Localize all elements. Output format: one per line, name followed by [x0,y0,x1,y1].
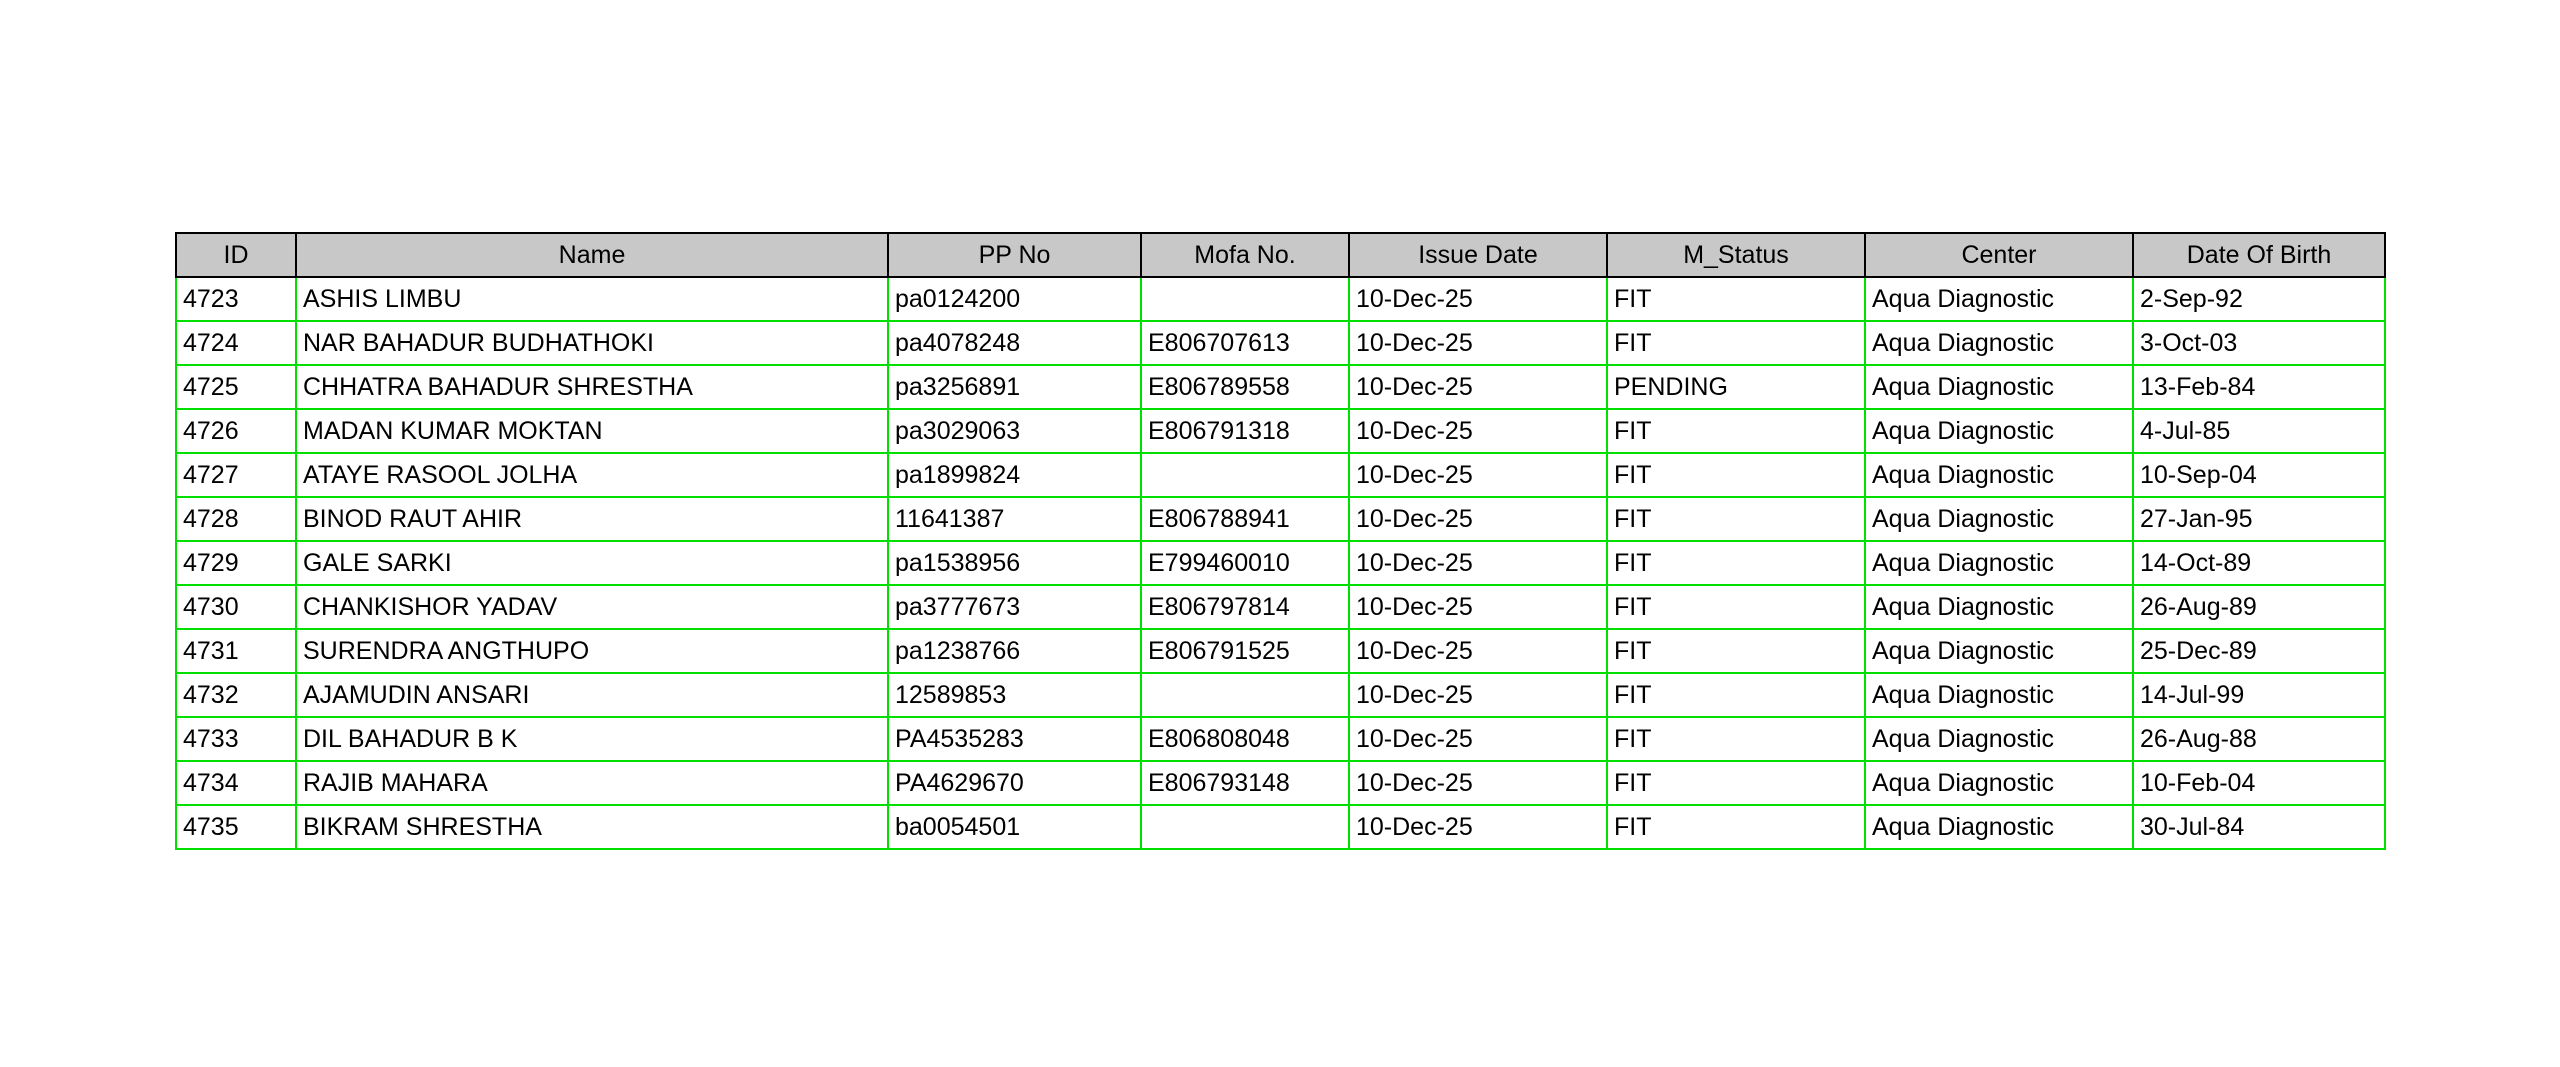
cell-issue: 10-Dec-25 [1349,673,1607,717]
table-body [176,277,2385,849]
cell-name: CHHATRA BAHADUR SHRESTHA [296,365,888,409]
cell-center: Aqua Diagnostic [1865,497,2133,541]
cell-status: FIT [1607,805,1865,849]
cell-center: Aqua Diagnostic [1865,321,2133,365]
cell-name: BIKRAM SHRESTHA [296,805,888,849]
column-header-center[interactable]: Center [1865,233,2133,277]
table-row[interactable] [176,717,2385,761]
column-header-pp-no[interactable]: PP No [888,233,1141,277]
cell-issue: 10-Dec-25 [1349,761,1607,805]
cell-status: FIT [1607,277,1865,321]
cell-issue: 10-Dec-25 [1349,365,1607,409]
table-row[interactable] [176,805,2385,849]
cell-dob: 27-Jan-95 [2133,497,2385,541]
cell-pp_no: pa4078248 [888,321,1141,365]
cell-id: 4726 [176,409,296,453]
cell-pp_no: pa1538956 [888,541,1141,585]
cell-dob: 25-Dec-89 [2133,629,2385,673]
table-row[interactable] [176,277,2385,321]
cell-issue: 10-Dec-25 [1349,629,1607,673]
cell-dob: 30-Jul-84 [2133,805,2385,849]
cell-status: FIT [1607,585,1865,629]
cell-dob: 10-Feb-04 [2133,761,2385,805]
cell-mofa_no: E806791318 [1141,409,1349,453]
cell-status: FIT [1607,453,1865,497]
cell-pp_no: pa1238766 [888,629,1141,673]
cell-mofa_no: E806793148 [1141,761,1349,805]
cell-mofa_no [1141,453,1349,497]
cell-center: Aqua Diagnostic [1865,365,2133,409]
cell-id: 4727 [176,453,296,497]
cell-center: Aqua Diagnostic [1865,277,2133,321]
cell-center: Aqua Diagnostic [1865,585,2133,629]
cell-issue: 10-Dec-25 [1349,717,1607,761]
table-row[interactable] [176,365,2385,409]
cell-name: CHANKISHOR YADAV [296,585,888,629]
cell-center: Aqua Diagnostic [1865,409,2133,453]
cell-pp_no: PA4629670 [888,761,1141,805]
cell-pp_no: 11641387 [888,497,1141,541]
cell-mofa_no [1141,277,1349,321]
cell-id: 4725 [176,365,296,409]
column-header-issue-date[interactable]: Issue Date [1349,233,1607,277]
cell-mofa_no [1141,673,1349,717]
cell-dob: 3-Oct-03 [2133,321,2385,365]
records-table [175,232,2386,850]
cell-issue: 10-Dec-25 [1349,585,1607,629]
table-row[interactable] [176,453,2385,497]
cell-issue: 10-Dec-25 [1349,321,1607,365]
column-header-mofa-no[interactable]: Mofa No. [1141,233,1349,277]
table-header-row [176,233,2385,277]
cell-name: DIL BAHADUR B K [296,717,888,761]
cell-name: ASHIS LIMBU [296,277,888,321]
cell-id: 4728 [176,497,296,541]
cell-mofa_no: E799460010 [1141,541,1349,585]
column-header-m-status[interactable]: M_Status [1607,233,1865,277]
cell-name: SURENDRA ANGTHUPO [296,629,888,673]
cell-dob: 13-Feb-84 [2133,365,2385,409]
cell-dob: 14-Jul-99 [2133,673,2385,717]
cell-dob: 10-Sep-04 [2133,453,2385,497]
cell-name: MADAN KUMAR MOKTAN [296,409,888,453]
table-row[interactable] [176,497,2385,541]
cell-mofa_no: E806808048 [1141,717,1349,761]
cell-pp_no: ba0054501 [888,805,1141,849]
cell-name: GALE SARKI [296,541,888,585]
cell-center: Aqua Diagnostic [1865,673,2133,717]
cell-id: 4735 [176,805,296,849]
cell-mofa_no [1141,805,1349,849]
cell-mofa_no: E806791525 [1141,629,1349,673]
cell-id: 4732 [176,673,296,717]
cell-name: BINOD RAUT AHIR [296,497,888,541]
cell-pp_no: pa3029063 [888,409,1141,453]
cell-id: 4723 [176,277,296,321]
table-header [176,233,2385,277]
cell-center: Aqua Diagnostic [1865,805,2133,849]
cell-status: FIT [1607,541,1865,585]
cell-name: RAJIB MAHARA [296,761,888,805]
table-row[interactable] [176,409,2385,453]
cell-id: 4731 [176,629,296,673]
column-header-name[interactable]: Name [296,233,888,277]
cell-id: 4734 [176,761,296,805]
cell-status: FIT [1607,497,1865,541]
cell-status: FIT [1607,321,1865,365]
cell-center: Aqua Diagnostic [1865,761,2133,805]
cell-dob: 4-Jul-85 [2133,409,2385,453]
cell-mofa_no: E806788941 [1141,497,1349,541]
cell-center: Aqua Diagnostic [1865,453,2133,497]
cell-id: 4730 [176,585,296,629]
records-table-container [175,232,2384,850]
cell-issue: 10-Dec-25 [1349,805,1607,849]
table-row[interactable] [176,585,2385,629]
cell-status: FIT [1607,673,1865,717]
cell-center: Aqua Diagnostic [1865,541,2133,585]
table-row[interactable] [176,761,2385,805]
cell-id: 4733 [176,717,296,761]
cell-pp_no: pa3777673 [888,585,1141,629]
cell-issue: 10-Dec-25 [1349,277,1607,321]
cell-dob: 14-Oct-89 [2133,541,2385,585]
column-header-date-of-birth[interactable]: Date Of Birth [2133,233,2385,277]
table-row[interactable] [176,673,2385,717]
cell-id: 4729 [176,541,296,585]
cell-status: PENDING [1607,365,1865,409]
cell-dob: 2-Sep-92 [2133,277,2385,321]
cell-issue: 10-Dec-25 [1349,497,1607,541]
cell-status: FIT [1607,717,1865,761]
cell-center: Aqua Diagnostic [1865,629,2133,673]
table-row[interactable] [176,541,2385,585]
cell-id: 4724 [176,321,296,365]
column-header-id[interactable]: ID [176,233,296,277]
cell-mofa_no: E806797814 [1141,585,1349,629]
table-row[interactable] [176,321,2385,365]
cell-name: ATAYE RASOOL JOLHA [296,453,888,497]
cell-issue: 10-Dec-25 [1349,541,1607,585]
cell-mofa_no: E806789558 [1141,365,1349,409]
cell-issue: 10-Dec-25 [1349,453,1607,497]
table-row[interactable] [176,629,2385,673]
cell-center: Aqua Diagnostic [1865,717,2133,761]
cell-status: FIT [1607,629,1865,673]
cell-name: NAR BAHADUR BUDHATHOKI [296,321,888,365]
cell-pp_no: pa0124200 [888,277,1141,321]
cell-issue: 10-Dec-25 [1349,409,1607,453]
cell-status: FIT [1607,761,1865,805]
cell-status: FIT [1607,409,1865,453]
cell-mofa_no: E806707613 [1141,321,1349,365]
cell-pp_no: PA4535283 [888,717,1141,761]
cell-name: AJAMUDIN ANSARI [296,673,888,717]
cell-pp_no: 12589853 [888,673,1141,717]
cell-pp_no: pa3256891 [888,365,1141,409]
cell-dob: 26-Aug-88 [2133,717,2385,761]
cell-pp_no: pa1899824 [888,453,1141,497]
cell-dob: 26-Aug-89 [2133,585,2385,629]
